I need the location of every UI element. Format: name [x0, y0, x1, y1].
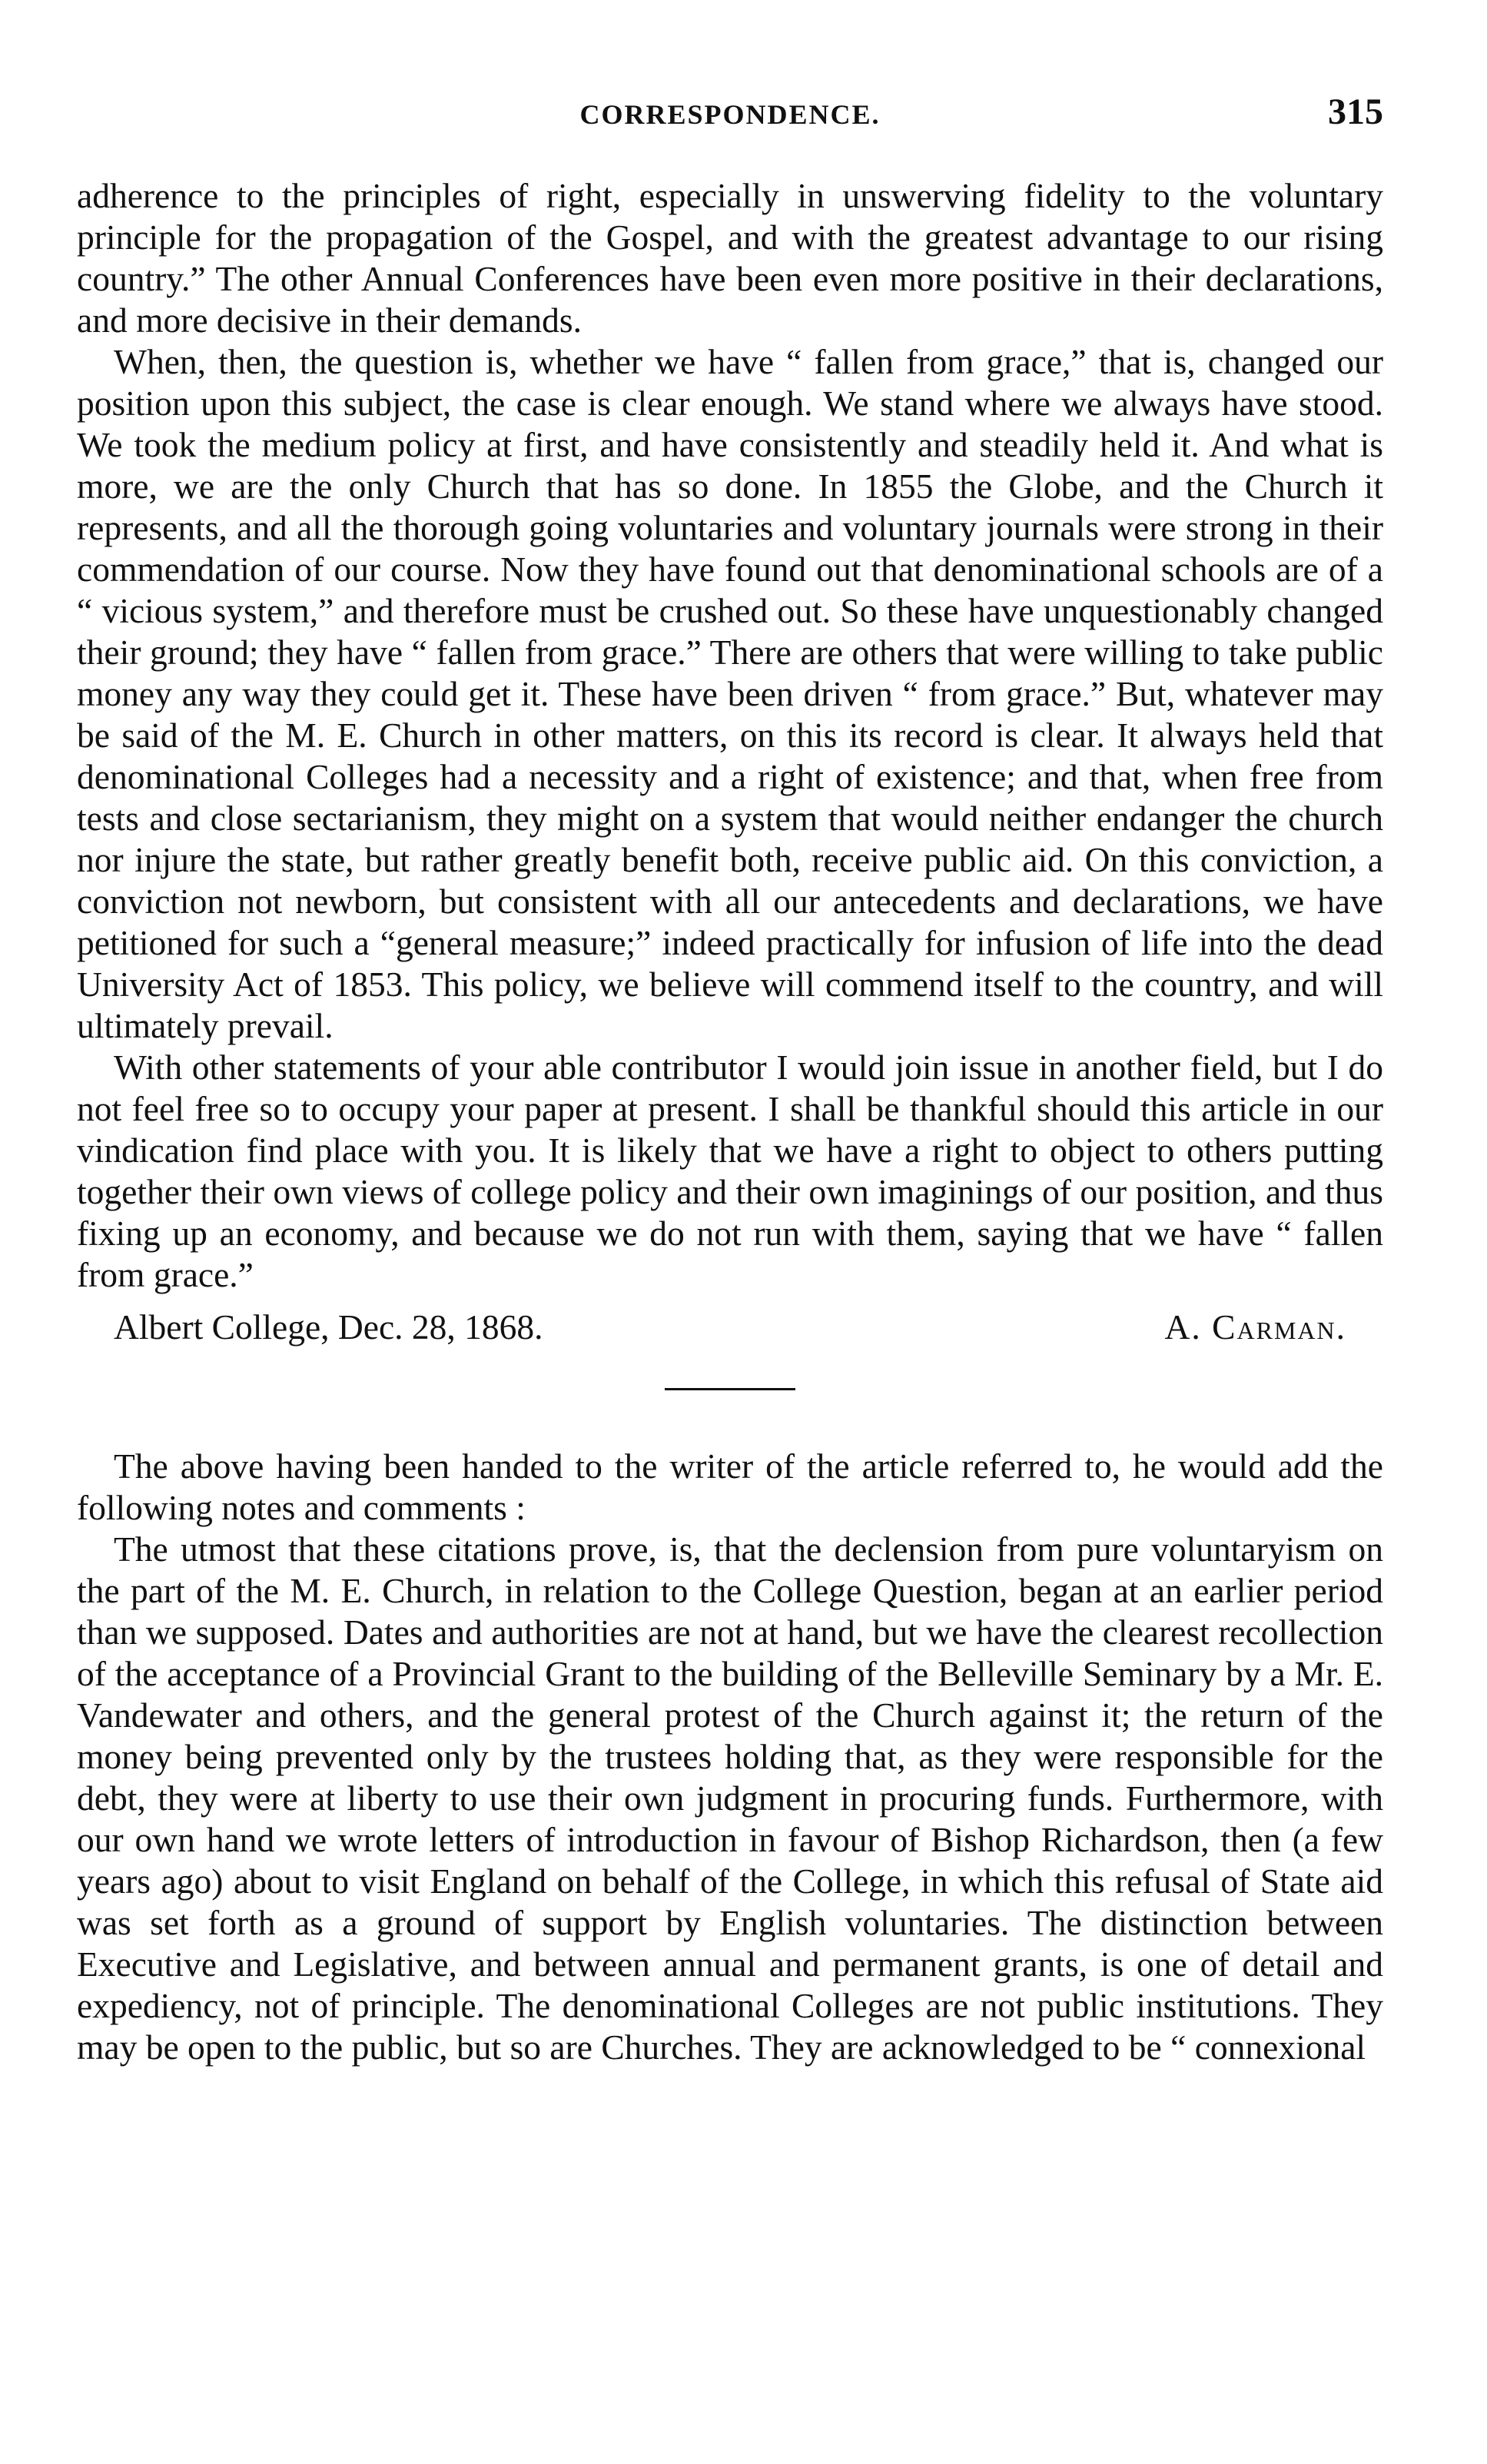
paragraph-other-statements: With other statements of your able contributor I would join issue in another field, but I do not feel free so to occupy your paper at present. I shall be thankful should this article in our vindication find place with you. It is likely that we have a right to object to others putting together their own views of college policy and their own imaginings of our position, and thus fixing up an economy, and because we do not run with them, saying that we have “ fallen from grace.”	[77, 1048, 1383, 1294]
book-page	[77, 91, 1383, 2068]
reply-body-paragraph: The utmost that these citations prove, is, that the declension from pure voluntaryism on the part of the M. E. Church, in relation to the College Question, began at an earlier period than we supposed. Dates and authorities are not at hand, but we have the clearest recollection of the acceptance of a Provincial Grant to the building of the Belleville Seminary by a Mr. E. Vandewater and others, and the general protest of the Church against it; the return of the money being prevented only by the trustees holding that, as they were responsible for the debt, they were at liberty to use their own judgment in procuring funds. Furthermore, with our own hand we wrote letters of introduction in favour of Bishop Richardson, then (a few years ago) about to visit England on behalf of the College, in which this refusal of State aid was set forth as a ground of support by English voluntaries. The distinction between Executive and Legislative, and between annual and permanent grants, is one of detail and expediency, not of principle. The denominational Colleges are not public institutions. They may be open to the public, but so are Churches. They are acknowledged to be “ connexional	[77, 1529, 1383, 2067]
paragraph-continued: adherence to the principles of right, especially in unswerving fidelity to the voluntary principle for the propagation of the Gospel, and with the greatest advantage to our rising country.” The other Annual Conferences have been even more positive in their declarations, and more decisive in their demands.	[77, 176, 1383, 340]
signature-line	[77, 1307, 1383, 1348]
signature-place-date: Albert College, Dec. 28, 1868.	[114, 1307, 543, 1347]
running-head	[77, 91, 1383, 144]
paragraph-fallen-from-grace: When, then, the question is, whether we have “ fallen from grace,” that is, changed our position upon this subject, the case is clear enough. We stand where we always have stood. We took the medium policy at first, and have consistently and steadily held it. And what is more, we are the only Church that has so done. In 1855 the Globe, and the Church it represents, and all the thorough going voluntaries and voluntary journals were strong in their commendation of our course. Now they have found out that denominational schools are of a “ vicious system,” and therefore must be crushed out. So these have unquestionably changed their ground; they have “ fallen from grace.” There are others that were willing to take public money any way they could get it. These have been driven “ from grace.” But, whatever may be said of the M. E. Church in other matters, on this its record is clear. It always held that denominational Colleges had a necessity and a right of existence; and that, when free from tests and close sectarianism, they might on a system that would neither endanger the church nor injure the state, but rather greatly benefit both, receive public aid. On this conviction, a conviction not newborn, but consistent with all our antecedents and declarations, we have petitioned for such a “general measure;” indeed practically for infusion of life into the dead University Act of 1853. This policy, we believe will commend itself to the country, and will ultimately prevail.	[77, 342, 1383, 1045]
reply-intro-paragraph: The above having been handed to the writer of the article referred to, he would add the following notes and comments :	[77, 1446, 1383, 1527]
section-divider	[665, 1388, 795, 1390]
running-title: CORRESPONDENCE.	[579, 99, 881, 130]
page-number: 315	[1328, 91, 1383, 132]
signature-name: A. Carman.	[1164, 1307, 1346, 1347]
